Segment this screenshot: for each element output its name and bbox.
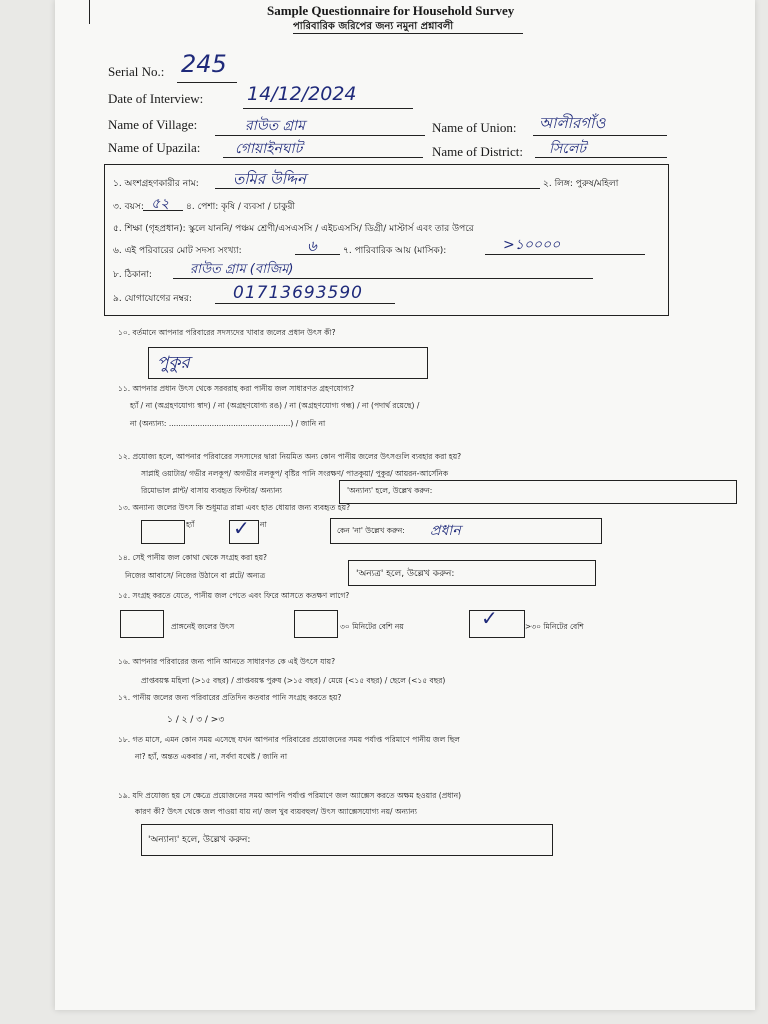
q12-text: ১২. প্রযোজ্য হলে, আপনার পরিবারের সদস্যদের দ্বারা নিয়মিত অন্য কোন পানীয় জলের উৎসগুলি ব্যবহার করা হয়? bbox=[118, 452, 462, 461]
union-value[interactable]: আলীরগাঁও bbox=[539, 114, 606, 132]
q16-text: ১৬. আপনার পরিবারের জন্য পানি আনতে সাধারণত কে এই উৎসে যায়? bbox=[118, 657, 336, 666]
q13-no-checkmark: ✓ bbox=[233, 516, 250, 540]
q15-opt2-checkbox[interactable] bbox=[294, 610, 338, 638]
date-label: Date of Interview: bbox=[108, 91, 204, 106]
upazila-value[interactable]: গোয়াইনঘাট bbox=[235, 141, 303, 157]
q18-options: না? হ্যাঁ, অন্তত একবার / না, সর্বদা যথেষ্ট / জানি না bbox=[135, 752, 288, 761]
q1-label: ১. অংশগ্রহণকারীর নাম: bbox=[113, 179, 199, 189]
q12-other-label: 'অন্যান্য' হলে, উল্লেখ করুন: bbox=[347, 486, 433, 495]
district-value[interactable]: সিলেট bbox=[549, 141, 586, 157]
q17-options: ১ / ২ / ৩ / >৩ bbox=[167, 715, 225, 725]
date-value[interactable]: 14/12/2024 bbox=[247, 83, 357, 105]
q15-opt3-label: >৩০ মিনিটের বেশি bbox=[525, 622, 584, 631]
q11-options-2: না (অন্যান্য: ...................................................) / জানি না bbox=[130, 419, 326, 428]
q7-label: ৭. পারিবারিক আয় (মাসিক): bbox=[343, 246, 447, 256]
q13-yes-label: হ্যাঁ bbox=[186, 520, 195, 529]
q19-text-2: কারণ কী? উৎস থেকে জল পাওয়া যায় না/ জল খুব ব্যয়বহুল/ উৎস অ্যাক্সেসযোগ্য নয়/ অন্যান্য bbox=[135, 807, 417, 816]
serial-label: Serial No.: bbox=[108, 64, 165, 79]
q4-label: ৪. পেশা: কৃষি / ব্যবসা / চাকুরী bbox=[186, 202, 295, 212]
q7-value[interactable]: >১০০০০ bbox=[503, 237, 561, 253]
title-underline bbox=[293, 33, 523, 34]
q3-line bbox=[143, 210, 183, 211]
q10-answer-box[interactable] bbox=[148, 347, 428, 379]
q13-no-label: না bbox=[260, 520, 267, 529]
q1-line bbox=[215, 188, 540, 189]
upazila-label: Name of Upazila: bbox=[108, 140, 201, 155]
q9-line bbox=[215, 303, 395, 304]
q14-text: ১৪. সেই পানীয় জল কোথা থেকে সংগ্রহ করা হয়? bbox=[118, 553, 267, 562]
q14-other-label: 'অন্যত্র' হলে, উল্লেখ করুন: bbox=[356, 569, 455, 579]
q13-why-value: প্রধান bbox=[430, 523, 461, 539]
q13-text: ১৩. অন্যান্য জলের উৎস কি শুধুমাত্র রান্না এবং হাত ধোয়ার জন্য ব্যবহৃত হয়? bbox=[118, 503, 351, 512]
q2-label: ২. লিঙ্গ: পুরুষ/মহিলা bbox=[543, 179, 619, 189]
q11-text: ১১. আপনার প্রধান উৎস থেকে সরবরাহ করা পানীয় জল সাধারণত গ্রহণযোগ্য? bbox=[118, 384, 355, 393]
q7-line bbox=[485, 254, 645, 255]
q15-opt1-checkbox[interactable] bbox=[120, 610, 164, 638]
district-line bbox=[535, 157, 667, 158]
q19-text: ১৯. যদি প্রযোজ্য হয় সে ক্ষেত্রে প্রয়োজনের সময় আপনি পর্যাপ্ত পরিমাণে জল অ্যাক্সেস করতে অক্ষম হওয়ার (প্রধান) bbox=[118, 791, 462, 800]
q13-yes-checkbox[interactable] bbox=[141, 520, 185, 544]
q12-options: সাপ্লাই ওয়াটার/ গভীর নলকূপ/ অগভীর নলকূপ/ বৃষ্টির পানি সংরক্ষণ/ পাতকুয়া/ পুকুর/ আয়রন-আর্সেনিক bbox=[141, 469, 449, 478]
q9-value[interactable]: 01713693590 bbox=[233, 283, 363, 303]
village-label: Name of Village: bbox=[108, 117, 198, 132]
q13-why-label: কেন 'না' উল্লেখ করুন: bbox=[337, 526, 405, 535]
q17-text: ১৭. পানীয় জলের জন্য পরিবারের প্রতিদিন কতবার পানি সংগ্রহ করতে হয়? bbox=[118, 693, 342, 702]
q15-opt1-label: প্রাঙ্গনেই জলের উৎস bbox=[171, 622, 235, 631]
q11-options: হ্যাঁ / না (অগ্রহণযোগ্য স্বাদ) / না (অগ্রহণযোগ্য রঙ) / না (অগ্রহণযোগ্য গন্ধ) / না (পদার্থ রয়েছে) / bbox=[130, 401, 420, 410]
q8-line bbox=[173, 278, 593, 279]
q5-label: ৫. শিক্ষা (গৃহপ্রধান): স্কুলে যাননি/ পঞ্চম শ্রেণী/এসএসসি / এইচএসসি/ ডিগ্রী/ মাস্টার্স এবং তার উপরে bbox=[113, 224, 474, 234]
date-line bbox=[243, 108, 413, 109]
q3-value[interactable]: ৫২ bbox=[151, 196, 170, 212]
q6-value[interactable]: ৬ bbox=[307, 237, 317, 255]
q12-options-2: রিমোভাল প্লান্ট/ বাসায় ব্যবহৃত ফিল্টার/ অন্যান্য bbox=[141, 486, 282, 495]
serial-value[interactable]: 245 bbox=[181, 50, 227, 78]
q8-value[interactable]: রাউত গ্রাম (বাজিম) bbox=[190, 262, 294, 277]
questionnaire-page bbox=[55, 0, 755, 1010]
union-label: Name of Union: bbox=[432, 120, 517, 135]
q18-text: ১৮. গত মাসে, এমন কোন সময় এসেছে যখন আপনার পরিবারের প্রয়োজনের সময় পর্যাপ্ত পরিমাণে পানীয় জল ছিল bbox=[118, 735, 460, 744]
q15-text: ১৫. সংগ্রহ করতে যেতে, পানীয় জল পেতে এবং ফিরে আসতে কতক্ষণ লাগে? bbox=[118, 591, 350, 600]
q8-label: ৮. ঠিকানা: bbox=[113, 270, 152, 280]
title-english: Sample Questionnaire for Household Survey bbox=[267, 3, 515, 18]
q3-label: ৩. বয়স: bbox=[113, 202, 144, 212]
q6-line bbox=[295, 254, 340, 255]
q14-options: নিজের আবাসে/ নিজের উঠানে বা প্লটে/ অন্যত্র bbox=[125, 571, 266, 580]
title-bangla: পারিবারিক জরিপের জন্য নমুনা প্রশ্নাবলী bbox=[293, 21, 454, 32]
upazila-line bbox=[223, 157, 423, 158]
serial-line bbox=[177, 82, 237, 83]
q6-label: ৬. এই পরিবারের মোট সদস্য সংখ্যা: bbox=[113, 246, 242, 256]
q19-other-label: 'অন্যান্য' হলে, উল্লেখ করুন: bbox=[148, 835, 251, 845]
page-edge-mark bbox=[89, 0, 90, 24]
district-label: Name of District: bbox=[432, 144, 523, 159]
village-value[interactable]: রাউত গ্রাম bbox=[245, 118, 305, 134]
village-line bbox=[215, 135, 425, 136]
q16-options: প্রাপ্তবয়স্ক মহিলা (>১৫ বছর) / প্রাপ্তবয়স্ক পুরুষ (>১৫ বছর) / মেয়ে (<১৫ বছর) / ছেলে (<১৫ বছর) bbox=[141, 676, 446, 685]
q10-answer: পুকুর bbox=[157, 353, 190, 373]
q15-opt2-label: ৩০ মিনিটের বেশি নয় bbox=[340, 622, 404, 631]
union-line bbox=[533, 135, 667, 136]
q15-opt3-checkmark: ✓ bbox=[481, 606, 498, 630]
q1-value[interactable]: তমির উদ্দিন bbox=[233, 170, 306, 188]
q9-label: ৯. যোগাযোগের নম্বর: bbox=[113, 294, 192, 304]
q10-text: ১০. বর্তমানে আপনার পরিবারের সদস্যদের খাবার জলের প্রধান উৎস কী? bbox=[118, 328, 336, 337]
